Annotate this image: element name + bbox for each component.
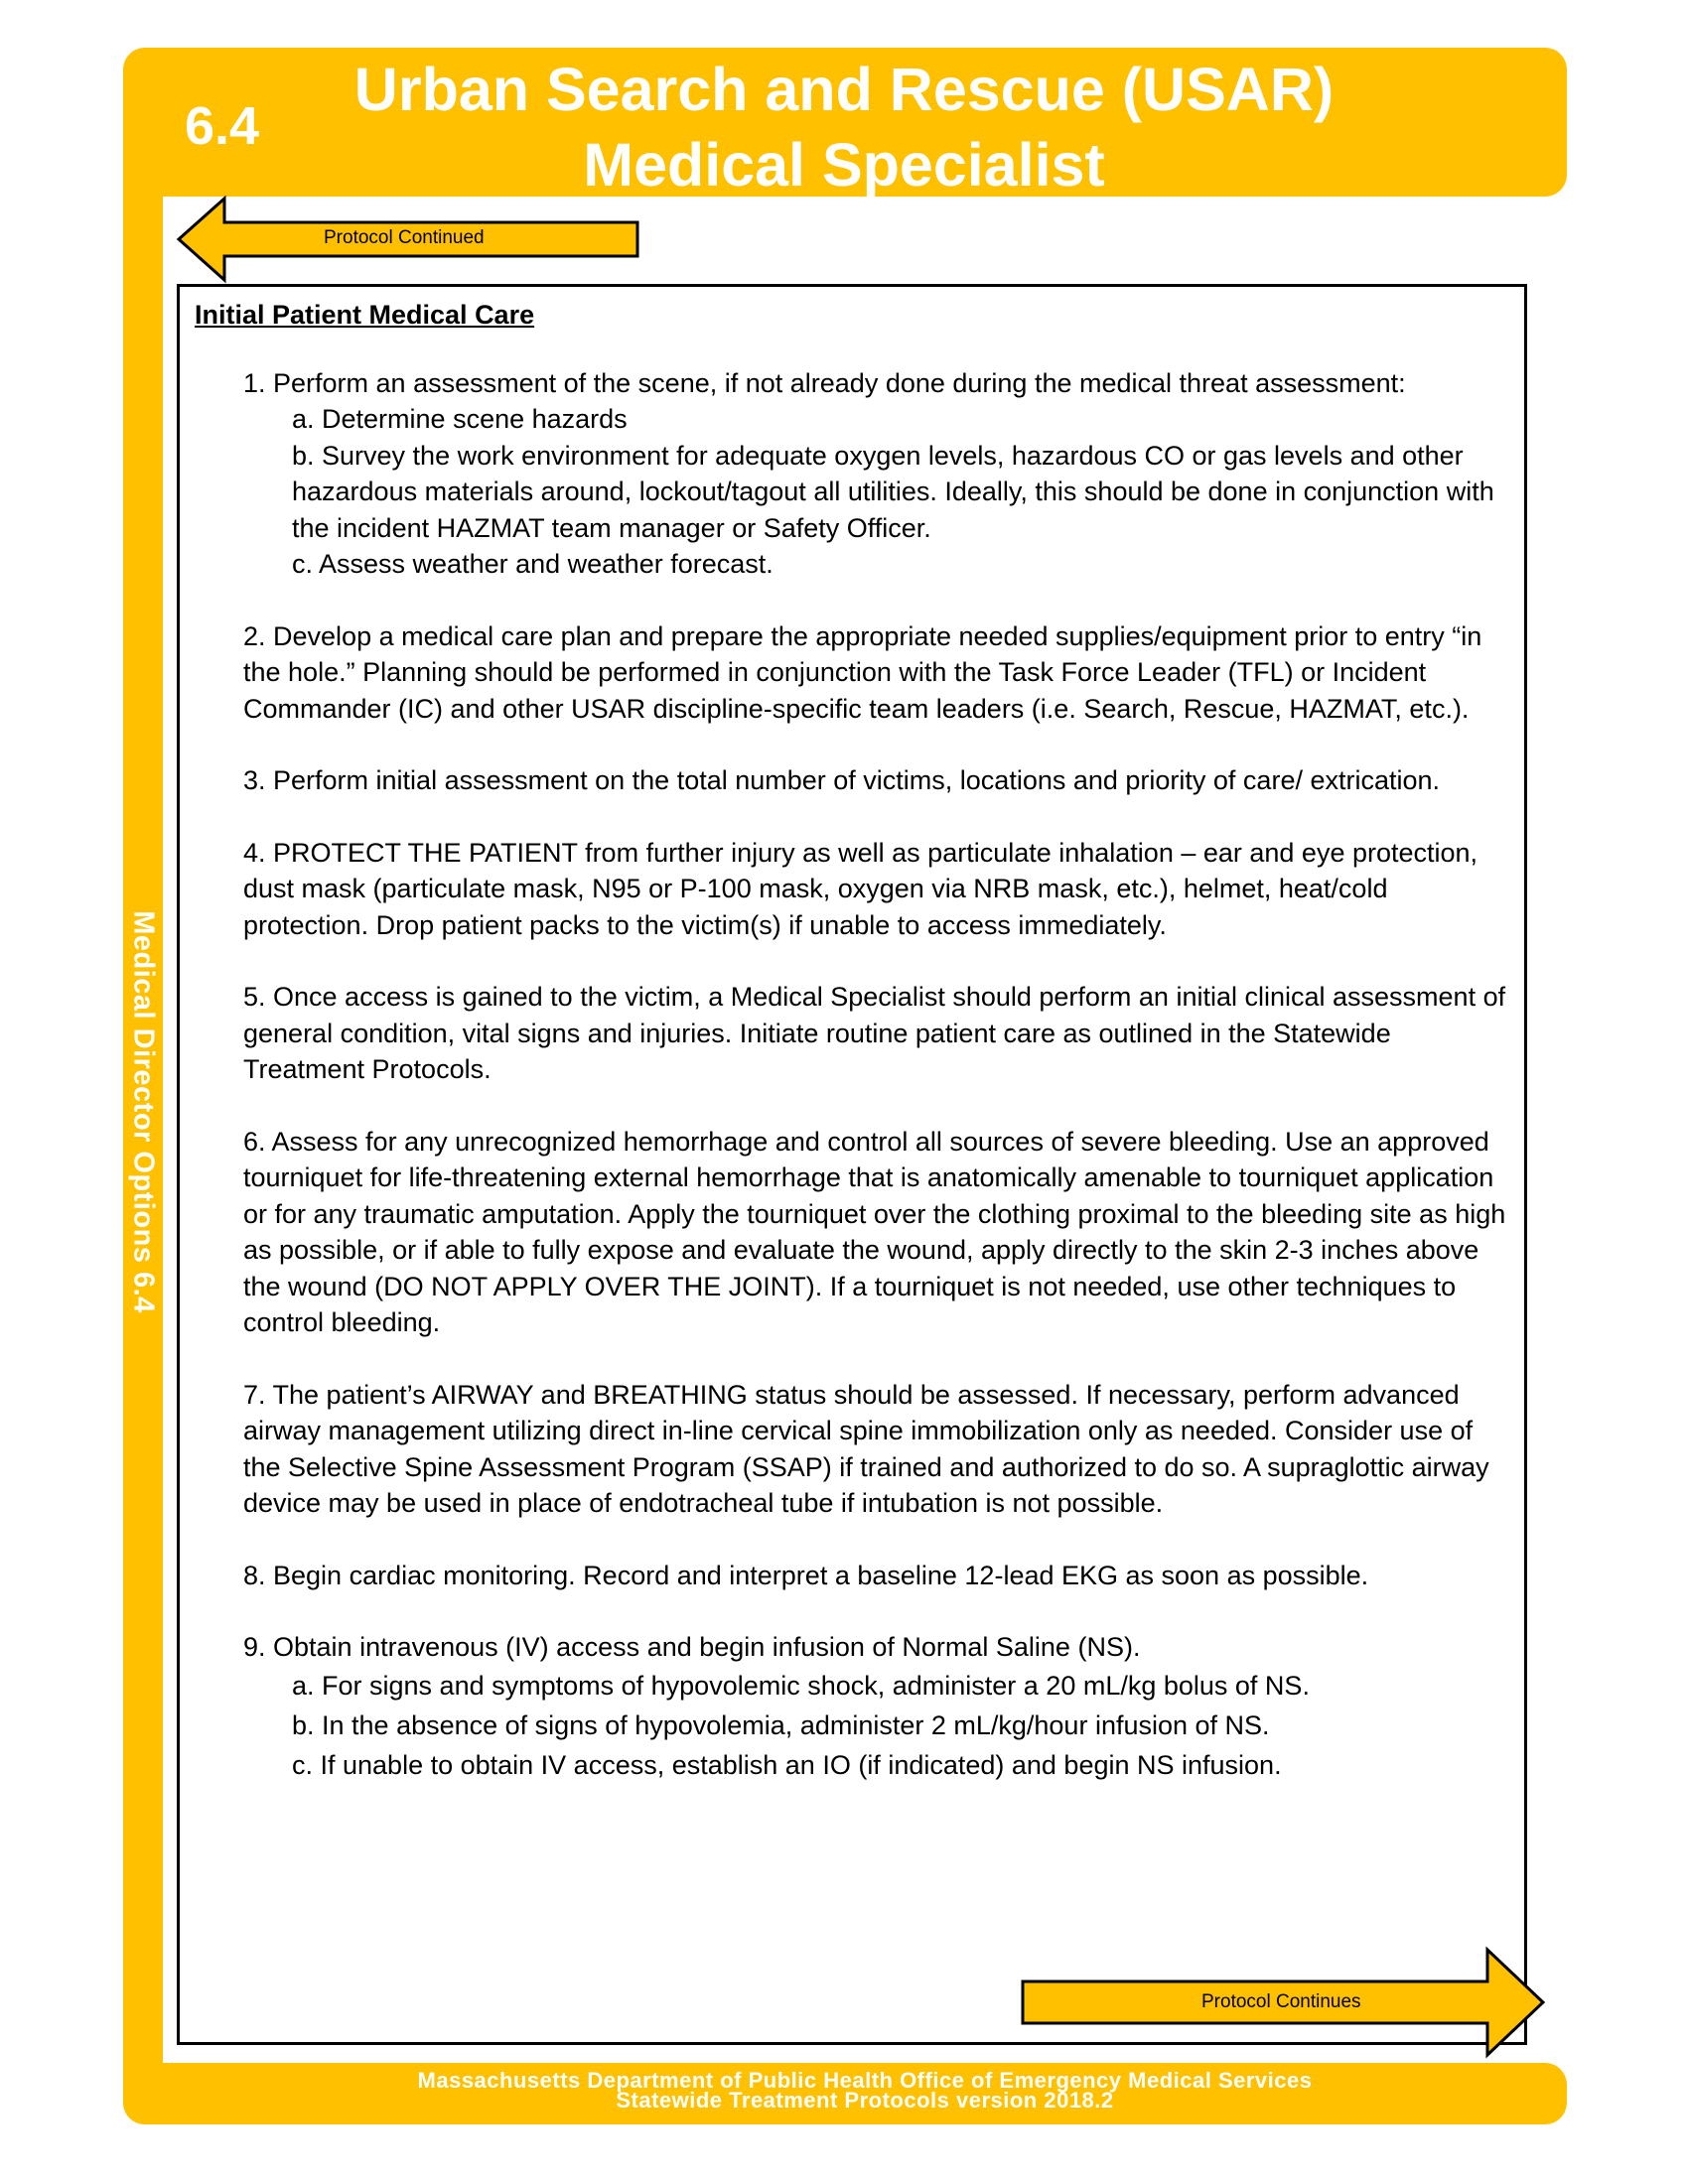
protocol-continues-label[interactable]: Protocol Continues (1201, 1991, 1361, 2012)
list-item (243, 365, 1514, 583)
content-box (177, 284, 1527, 2045)
list-item: 3. Perform initial assessment on the total number of victims, locations and priority of care/ extrication. (243, 765, 1441, 795)
sub-item: c. Assess weather and weather forecast. (292, 549, 774, 579)
sub-item: b. Survey the work environment for adequate oxygen levels, hazardous CO or gas levels and other hazardous materials around, lockout/tagout all utilities. Ideally, this should be done in conjunction with the incident HAZMAT team manager or Safety Officer. (292, 440, 1494, 543)
title-line-1: Urban Search and Rescue (USAR) (353, 56, 1335, 123)
section-heading: Initial Patient Medical Care (195, 300, 535, 330)
sub-item: a. Determine scene hazards (292, 404, 628, 434)
sub-item: a. For signs and symptoms of hypovolemic shock, administer a 20 mL/kg bolus of NS. (292, 1670, 1310, 1701)
footer (163, 2068, 1567, 2113)
list-item (243, 1629, 1514, 1785)
list-item-text: 1. Perform an assessment of the scene, if not already done during the medical threat assessment: (243, 367, 1406, 398)
list-item: 4. PROTECT THE PATIENT from further injury as well as particulate inhalation – ear and eye protection, dust mask (particulate mask, N95 or P-100 mask, oxygen via NRB mask, etc.), helmet, heat/cold protection. Drop patient packs to the victim(s) if unable to access immediately. (243, 837, 1478, 940)
sub-item: c. If unable to obtain IV access, establish an IO (if indicated) and begin NS infusion. (292, 1749, 1282, 1780)
footer-line-2: Statewide Treatment Protocols version 2018.2 (616, 2088, 1114, 2113)
list-item: 7. The patient’s AIRWAY and BREATHING status should be assessed. If necessary, perform advanced airway management utilizing direct in-line cervical spine immobilization only as needed. Consider use of the Selective Spine Assessment Program (SSAP) if trained and authorized to do so. A supraglottic airway device may be used in place of endotracheal tube if intubation is not possible. (243, 1379, 1489, 1518)
protocol-continued-label[interactable]: Protocol Continued (324, 227, 485, 248)
list-item: 2. Develop a medical care plan and prepare the appropriate needed supplies/equipment prior to entry “in the hole.” Planning should be performed in conjunction with the Task Force Leader (TFL) or Incident Commander (IC) and other USAR discipline-specific team leaders (i.e. Search, Rescue, HAZMAT, etc.). (243, 620, 1482, 724)
list-item-text: 9. Obtain intravenous (IV) access and begin infusion of Normal Saline (NS). (243, 1632, 1141, 1662)
footer-line-1: Massachusetts Department of Public Health Office of Emergency Medical Services (417, 2068, 1313, 2093)
page-title (238, 52, 1450, 203)
side-section-label: Medical Director Options 6.4 (127, 910, 160, 1313)
list-item: 6. Assess for any unrecognized hemorrhage and control all sources of severe bleeding. Use an approved tourniquet for life-threatening external hemorrhage that is anatomically amenable to tourniquet application or for any traumatic amputation. Apply the tourniquet over the clothing proximal to the bleeding site as high as possible, or if able to fully expose and evaluate the wound, apply directly to the skin 2-3 inches above the wound (DO NOT APPLY OVER THE JOINT). If a tourniquet is not needed, use other techniques to control bleeding. (243, 1126, 1506, 1337)
section-number: 6.4 (185, 96, 260, 156)
list-item: 8. Begin cardiac monitoring. Record and interpret a baseline 12-lead EKG as soon as possible. (243, 1560, 1369, 1590)
sub-item: b. In the absence of signs of hypovolemia, administer 2 mL/kg/hour infusion of NS. (292, 1709, 1270, 1740)
content-body (195, 297, 1514, 1821)
title-line-2: Medical Specialist (583, 131, 1105, 199)
list-item: 5. Once access is gained to the victim, a Medical Specialist should perform an initial clinical assessment of general condition, vital signs and injuries. Initiate routine patient care as outlined in the Statewide Treatment Protocols. (243, 982, 1506, 1084)
